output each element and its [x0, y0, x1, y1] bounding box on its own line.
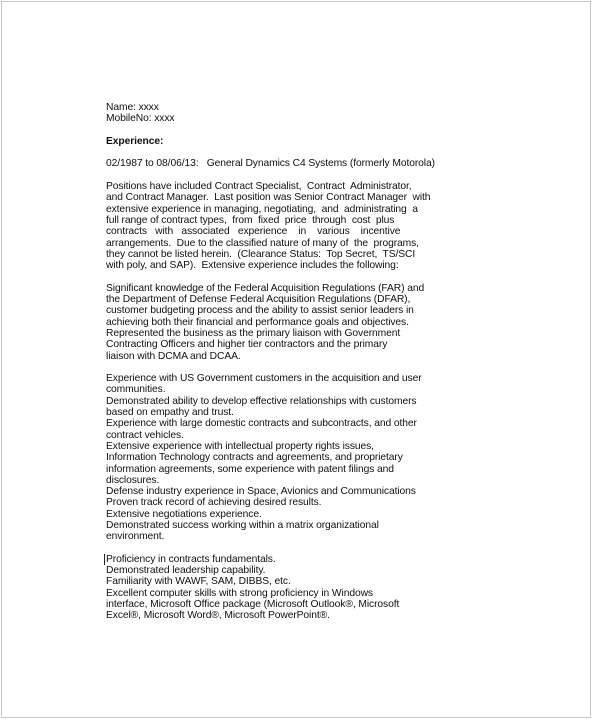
text-line: Experience with US Government customers in the acquisition and user [106, 373, 422, 385]
text-line: Proficiency in contracts fundamentals. [106, 553, 276, 565]
text-line: Demonstrated ability to develop effective relationships with customers [106, 395, 417, 407]
text-line: Demonstrated success working within a matrix organizational [106, 519, 379, 531]
text-line: Extensive experience with intellectual property rights issues, [106, 440, 374, 452]
document-page [1, 1, 591, 718]
text-line: with poly, and SAP). Extensive experience includes the following: [106, 260, 399, 272]
text-line: Proven track record of achieving desired results. [106, 497, 322, 509]
paragraph-knowledge [106, 283, 446, 362]
text-line: Information Technology contracts and agreements, and proprietary [106, 452, 403, 464]
text-line: Represented the business as the primary liaison with Government [106, 327, 401, 339]
text-line: achieving both their financial and performance goals and objectives. [106, 316, 409, 328]
text-line: full range of contract types, from fixed price through cost plus [106, 214, 395, 226]
mobile-line: MobileNo: xxxx [106, 113, 175, 125]
text-line: information agreements, some experience with patent filings and [106, 463, 394, 475]
paragraph-experience-list [106, 373, 446, 542]
text-line: interface, Microsoft Office package (Microsoft Outlook®, Microsoft [106, 599, 400, 611]
text-line: liaison with DCMA and DCAA. [106, 350, 241, 362]
name-line: Name: xxxx [106, 102, 159, 113]
text-line: disclosures. [106, 474, 160, 486]
text-line: arrangements. Due to the classified nature of many of the programs, [106, 237, 419, 249]
text-line: Positions have included Contract Specialist, Contract Administrator, [106, 181, 412, 193]
text-line: contracts with associated experience in various incentive [106, 226, 401, 238]
text-line: Excellent computer skills with strong proficiency in Windows [106, 587, 373, 599]
resume-body [106, 102, 446, 622]
text-line: Extensive negotiations experience. [106, 508, 262, 520]
text-line: Demonstrated leadership capability. [106, 565, 266, 577]
text-line: the Department of Defense Federal Acquisition Regulations (DFAR), [106, 294, 411, 306]
text-line: customer budgeting process and the ability to assist senior leaders in [106, 305, 414, 317]
text-line: extensive experience in managing, negotiating, and administrating a [106, 203, 418, 215]
paragraph-positions [106, 181, 446, 271]
text-line: Defense industry experience in Space, Avionics and Communications [106, 486, 416, 498]
text-line: based on empathy and trust. [106, 407, 234, 419]
text-line: Excel®, Microsoft Word®, Microsoft PowerPoint®. [106, 610, 330, 622]
text-line: Significant knowledge of the Federal Acquisition Regulations (FAR) and [106, 282, 425, 294]
text-line: they cannot be listed herein. (Clearance Status: Top Secret, TS/SCI [106, 248, 416, 260]
text-cursor [104, 554, 105, 565]
text-line: contract vehicles. [106, 429, 184, 441]
text-line: environment. [106, 531, 165, 543]
paragraph-proficiency [106, 554, 446, 622]
job-line: 02/1987 to 08/06/13: General Dynamics C4 Systems (formerly Motorola) [106, 158, 435, 170]
text-line: Familiarity with WAWF, SAM, DIBBS, etc. [106, 576, 291, 588]
text-line: communities. [106, 384, 166, 396]
experience-heading: Experience: [106, 135, 164, 147]
text-line: and Contract Manager. Last position was Senior Contract Manager with [106, 192, 431, 204]
text-line: Contracting Officers and higher tier contractors and the primary [106, 339, 388, 351]
text-line: Experience with large domestic contracts and subcontracts, and other [106, 418, 417, 430]
